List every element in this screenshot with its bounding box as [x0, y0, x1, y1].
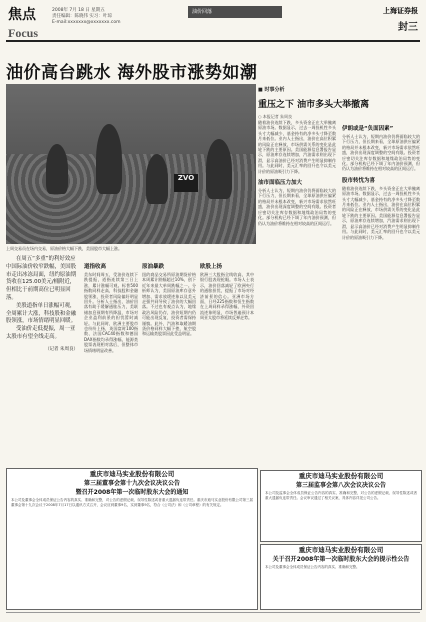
column-text: 纽约商品交易所原油期货价格本周累计跌幅超过10%，创下近年来最大单周跌幅之一。分析师认为，美国原油库存意外增加、需求放缓迹象以及美元走强共同导致了油价的大幅回落。不过也有观点认为，地缘政治风险仍存，油价短期内仍可能出现反复，投资者需保持谨慎。此外，汽油和取暖油期货价格同样大幅下挫，航空股和运输类股票因此受益明显。 — [142, 272, 196, 337]
lead-paragraph: 在周五“多重”的利好效应中国际油价收窄跌幅，美国股市走出冰冻局面，纽约原油期货收在125.00美元/桶附近，但相比于前期高位已明显回落。 — [6, 256, 77, 301]
ad-company: 重庆市迪马实业股份有限公司 — [89, 470, 175, 478]
lead-paragraph: 受油价走低提振，周一亚太股市有望全线走高。 — [6, 326, 76, 340]
footer-rule — [6, 612, 420, 613]
analysis-text: 随着油价连续下跌，多头资金正在大举撤离原油市场。数据显示，过去一周投机性多头头寸大幅减少，基金持有的净多头寸降至数月来低位。业内人士指出，油价在高位积累的风险正在释放，市场供需关系的变化是此轮下跌的主要原因。美国能源信息署报告显示，原油库存连续增加，汽油需求则出现下滑，显示高油价已经对消费产生明显抑制作用。与此同时，美元汇率的回升也令以美元计价的原油吸引力下降。 — [342, 185, 420, 240]
issue-email: E-mail:xxxxxxx@xxxxxxx.com — [52, 20, 121, 25]
ad-company: 重庆市迪马实业股份有限公司 — [298, 472, 384, 480]
column-subhead: 原油暴跌 — [142, 264, 165, 270]
analysis-text: 分析人士认为，短期内油价仍将面临较大的下行压力，但长期来看，全球原油供应偏紧的格局并未根本改变，新兴市场需求依然旺盛，油价出现深度调整的空间有限。投资者应密切关注库存数据和地缘政治局势的变化。部分机构已经下调了年内油价预测，但仍认为油价将维持在相对较高的区间运行。 — [342, 134, 420, 172]
analysis-text: 分析人士认为，短期内油价仍将面临较大的下行压力，但长期来看，全球原油供应偏紧的格局并未根本改变，新兴市场需求依然旺盛，油价出现深度调整的空间有限。投资者应密切关注库存数据和地缘政治局势的变化。部分机构已经下调了年内油价预测，但仍认为油价将维持在相对较高的区间运行。 — [258, 188, 336, 226]
main-headline: 油价高台跳水 海外股市涨势如潮 — [6, 63, 258, 83]
announcement-ad-3 — [260, 544, 422, 610]
photo-caption: 上周交易员在场内交易，原油价格大幅下跌，美国股市大幅上涨。 — [6, 246, 122, 251]
analysis-subhead: 股市转忧为喜 — [342, 177, 376, 184]
ad-subtitle: 暨召开2008年第一次临时股东大会的通知 — [75, 489, 189, 496]
ad-body: 本公司及监事会全体成员保证公告内容的真实、准确和完整，对公告的虚假记载、误导性陈述或者重大遗漏负连带责任。会议审议通过了相关议案，具体内容详见公司公告。 — [265, 491, 417, 500]
photo-figure — [146, 154, 168, 204]
analysis-body — [258, 120, 420, 468]
section-focus-label: Focus — [8, 26, 38, 40]
analysis-text: 随着油价连续下跌，多头资金正在大举撤离原油市场。数据显示，过去一周投机性多头头寸大幅减少，基金持有的净多头寸降至数月来低位。业内人士指出，油价在高位积累的风险正在释放，市场供需关系的变化是此轮下跌的主要原因。美国能源信息署报告显示，原油库存连续增加，汽油需求则出现下滑，显示高油价已经对消费产生明显抑制作用。与此同时，美元汇率的回升也令以美元计价的原油吸引力下降。 — [258, 120, 336, 174]
column-text: 欧洲三大股指全线收高，其中银行股表现抢眼。市场人士表示，油价回落减轻了欧洲央行的通胀担忧，提振了市场对经济前景的信心。亚洲市场方面，日经225指数和恒生指数在上周同样录得涨幅，外资回流迹象明显，市场普遍预计本周亚太股市将延续反弹走势。 — [200, 272, 254, 321]
lead-signature: （记者 朱周良） — [45, 346, 78, 352]
ad-company: 重庆市迪马实业股份有限公司 — [298, 546, 384, 554]
masthead-rule — [6, 40, 420, 42]
issue-editor: 责任编辑：陈晓伟 实习：叶琼 — [52, 14, 112, 19]
analysis-subhead: 油市面临压力加大 — [258, 180, 303, 187]
column-text: 美东时间周五，受油价连续下跌提振，道指连续第三日上涨，累计涨幅可观。标普500指数同样走高，科技股和金融股领涨，投资者风险偏好明显回升。分析人士指出，油价回落有助于缓解通胀压力，美联储加息预期有所降温，市场对企业盈利前景的担忧暂时减轻。与此同时，欧洲主要股市也纷纷上扬，英国富时100指数、法国CAC40指数和德国DAX指数均录得涨幅，能源类股票表现相对落后，但整体市场情绪明显改善。 — [84, 272, 138, 353]
body-column-2 — [142, 258, 196, 458]
analysis-header — [258, 86, 420, 120]
analysis-column-1 — [258, 120, 336, 226]
photo-sign: ZVO — [174, 174, 198, 192]
column-subhead: 欧股上扬 — [200, 264, 223, 270]
ad-title: 关于召开2008年第一次临时股东大会的提示性公告 — [272, 556, 410, 563]
ad-body: 本公司及董事会全体成员保证公告内容的真实、准确和完整，对公告的虚假记载、误导性陈述或者重大遗漏负连带责任。重庆市迪马实业股份有限公司第三届董事会第十九次会议于2008年7月17日以通讯方式召开，会议应到董事9名，实到董事9名，符合《公司法》和《公司章程》的有关规定。 — [11, 498, 253, 507]
photo-figure — [96, 124, 122, 194]
newspaper-logo: 上海证券报 — [383, 6, 418, 15]
topic-banner: 油价回落 — [188, 6, 282, 18]
issue-date: 2008年 7月 18 日 星期五 — [52, 8, 105, 13]
masthead — [6, 4, 420, 44]
analysis-title: 重压之下 油市多头大举撤离 — [258, 100, 370, 110]
body-column-3 — [200, 258, 254, 458]
ad-body: 本公司及董事会全体成员保证公告内容的真实、准确和完整。 — [265, 565, 360, 569]
analysis-subhead: 伊朗或是“负面因素” — [342, 126, 394, 132]
page-edition: 封三 — [398, 22, 418, 33]
news-photo — [6, 84, 256, 244]
section-title: 焦点 — [8, 7, 36, 23]
photo-figure — [206, 139, 232, 199]
lead-paragraph: 美股道指单日涨幅可观，全周累计大涨，科技股和金融股领涨，市场情绪明显回暖。 — [6, 302, 77, 325]
body-column-1 — [84, 258, 138, 458]
announcement-ad-1 — [6, 468, 258, 610]
analysis-column-2 — [342, 120, 420, 240]
analysis-kicker: ■ 时事分析 — [258, 87, 285, 93]
ad-title: 第三届监事会第八次会议决议公告 — [295, 482, 386, 489]
issue-meta — [52, 8, 120, 26]
announcement-ad-2 — [260, 470, 422, 542]
column-subhead: 道指收高 — [84, 264, 107, 270]
lead-column — [6, 256, 78, 354]
analysis-byline: ○ 本报记者 朱周良 — [258, 114, 293, 119]
ad-title: 第三届董事会第十九次会议决议公告 — [83, 480, 180, 487]
photo-figure — [46, 144, 68, 194]
